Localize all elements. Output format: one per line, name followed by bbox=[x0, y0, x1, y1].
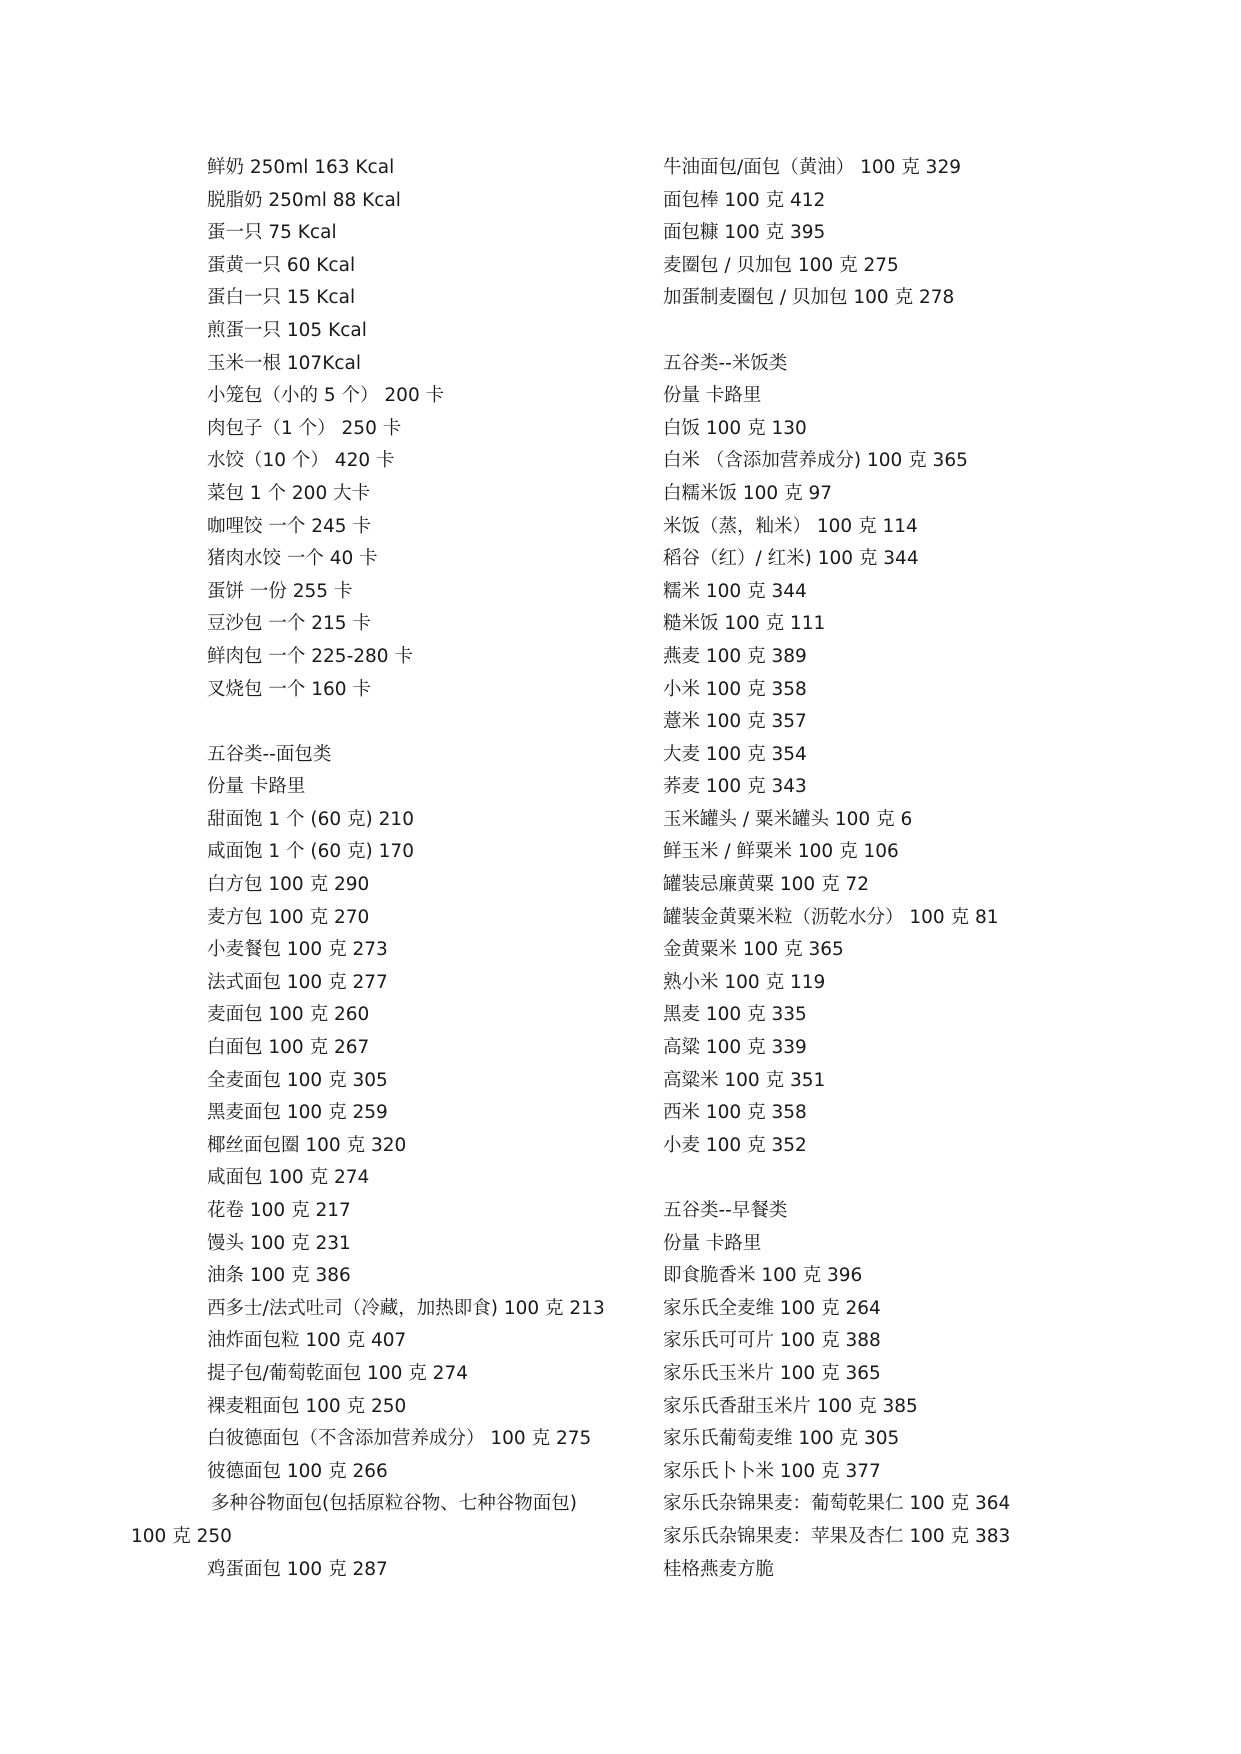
food-item-line: 米饭（蒸，籼米） 100 克 114 bbox=[663, 515, 918, 537]
right-column bbox=[663, 152, 1223, 1586]
food-item-line: 家乐氏全麦维 100 克 264 bbox=[663, 1297, 881, 1319]
section-heading: 五谷类--面包类 bbox=[207, 743, 332, 765]
food-item-line: 西米 100 克 358 bbox=[663, 1102, 807, 1124]
food-item-line: 家乐氏可可片 100 克 388 bbox=[663, 1330, 881, 1352]
food-item-line: 罐装金黄粟米粒（沥乾水分） 100 克 81 bbox=[663, 906, 999, 928]
food-item-line: 糙米饭 100 克 111 bbox=[663, 613, 826, 635]
food-item-line: 肉包子（1 个） 250 卡 bbox=[207, 417, 402, 439]
food-item-line: 小麦餐包 100 克 273 bbox=[207, 939, 388, 961]
food-item-line: 白糯米饭 100 克 97 bbox=[663, 482, 832, 504]
food-item-line: 咸面饱 1 个 (60 克) 170 bbox=[207, 841, 414, 863]
left-column bbox=[131, 152, 727, 1586]
food-item-line: 荞麦 100 克 343 bbox=[663, 776, 807, 798]
food-item-line: 猪肉水饺 一个 40 卡 bbox=[207, 548, 378, 570]
food-item-line: 裸麦粗面包 100 克 250 bbox=[207, 1395, 407, 1417]
food-item-line: 金黄粟米 100 克 365 bbox=[663, 939, 844, 961]
food-item-line: 罐装忌廉黄粟 100 克 72 bbox=[663, 874, 869, 896]
food-item-line: 水饺（10 个） 420 卡 bbox=[207, 450, 395, 472]
section-heading: 五谷类--早餐类 bbox=[663, 1200, 788, 1221]
food-item-line: 家乐氏杂锦果麦：苹果及杏仁 100 克 383 bbox=[663, 1525, 1011, 1547]
food-item-line: 馒头 100 克 231 bbox=[207, 1232, 351, 1254]
food-item-line: 桂格燕麦方脆 bbox=[663, 1558, 775, 1580]
food-item-line: 蛋黄一只 60 Kcal bbox=[207, 254, 356, 276]
food-item-line: 家乐氏杂锦果麦：葡萄乾果仁 100 克 364 bbox=[663, 1493, 1011, 1515]
food-item-line: 麦面包 100 克 260 bbox=[207, 1004, 370, 1026]
food-item-line: 鲜奶 250ml 163 Kcal bbox=[207, 157, 395, 178]
column-header: 份量 卡路里 bbox=[663, 1232, 762, 1254]
food-item-line: 薏米 100 克 357 bbox=[663, 711, 807, 733]
food-item-line: 小米 100 克 358 bbox=[663, 678, 807, 700]
food-item-line: 多种谷物面包(包括原粒谷物、七种谷物面包) bbox=[211, 1493, 577, 1515]
food-item-line: 白饭 100 克 130 bbox=[663, 417, 807, 439]
food-item-line: 白方包 100 克 290 bbox=[207, 874, 370, 896]
food-item-line: 豆沙包 一个 215 卡 bbox=[207, 613, 371, 635]
food-item-line: 牛油面包/面包（黄油） 100 克 329 bbox=[663, 157, 961, 178]
food-item-line: 面包糠 100 克 395 bbox=[663, 222, 826, 244]
food-item-line: 叉烧包 一个 160 卡 bbox=[207, 678, 371, 700]
column-header: 份量 卡路里 bbox=[663, 385, 762, 407]
food-item-line: 法式面包 100 克 277 bbox=[207, 971, 388, 993]
food-item-line: 蛋白一只 15 Kcal bbox=[207, 287, 356, 309]
food-item-line: 家乐氏香甜玉米片 100 克 385 bbox=[663, 1395, 918, 1417]
food-item-line: 面包棒 100 克 412 bbox=[663, 189, 826, 211]
food-item-line: 西多士/法式吐司（冷藏，加热即食) 100 克 213 bbox=[207, 1297, 605, 1319]
food-item-line: 脱脂奶 250ml 88 Kcal bbox=[207, 189, 401, 211]
food-item-line: 加蛋制麦圈包 / 贝加包 100 克 278 bbox=[663, 287, 955, 309]
food-item-line: 白米 （含添加营养成分) 100 克 365 bbox=[663, 450, 968, 472]
food-item-line: 家乐氏卜卜米 100 克 377 bbox=[663, 1460, 881, 1482]
food-item-line: 家乐氏玉米片 100 克 365 bbox=[663, 1362, 881, 1384]
food-item-line: 麦圈包 / 贝加包 100 克 275 bbox=[663, 254, 899, 276]
food-item-line: 玉米一根 107Kcal bbox=[207, 352, 361, 374]
blank-line bbox=[663, 315, 1223, 348]
food-item-line: 鸡蛋面包 100 克 287 bbox=[207, 1558, 388, 1580]
food-item-line: 鲜肉包 一个 225-280 卡 bbox=[207, 645, 413, 667]
food-item-line: 大麦 100 克 354 bbox=[663, 743, 807, 765]
food-item-line: 油炸面包粒 100 克 407 bbox=[207, 1330, 407, 1352]
blank-line bbox=[663, 1162, 1223, 1195]
food-item-line: 高粱米 100 克 351 bbox=[663, 1069, 826, 1091]
food-item-line: 稻谷（红）/ 红米) 100 克 344 bbox=[663, 548, 919, 570]
food-item-line: 甜面饱 1 个 (60 克) 210 bbox=[207, 808, 414, 830]
food-item-line: 麦方包 100 克 270 bbox=[207, 906, 370, 928]
food-item-line: 咖哩饺 一个 245 卡 bbox=[207, 515, 371, 537]
food-item-line: 鲜玉米 / 鲜粟米 100 克 106 bbox=[663, 841, 899, 863]
food-item-line: 小笼包（小的 5 个） 200 卡 bbox=[207, 385, 445, 407]
food-item-line: 玉米罐头 / 粟米罐头 100 克 6 bbox=[663, 808, 913, 830]
food-item-line: 全麦面包 100 克 305 bbox=[207, 1069, 388, 1091]
section-heading: 五谷类--米饭类 bbox=[663, 352, 788, 374]
food-item-line-continuation: 100 克 250 bbox=[131, 1525, 232, 1547]
food-item-line: 蛋一只 75 Kcal bbox=[207, 222, 337, 244]
food-item-line: 家乐氏葡萄麦维 100 克 305 bbox=[663, 1428, 900, 1450]
food-item-line: 咸面包 100 克 274 bbox=[207, 1167, 370, 1189]
food-item-line: 白面包 100 克 267 bbox=[207, 1037, 370, 1059]
food-item-line: 提子包/葡萄乾面包 100 克 274 bbox=[207, 1362, 468, 1384]
food-item-line: 即食脆香米 100 克 396 bbox=[663, 1265, 863, 1287]
food-item-line: 高粱 100 克 339 bbox=[663, 1037, 807, 1059]
food-item-line: 花卷 100 克 217 bbox=[207, 1200, 351, 1221]
food-item-line: 黑麦面包 100 克 259 bbox=[207, 1102, 388, 1124]
blank-line bbox=[207, 706, 727, 739]
food-item-line: 彼德面包 100 克 266 bbox=[207, 1460, 388, 1482]
food-item-line: 黑麦 100 克 335 bbox=[663, 1004, 807, 1026]
food-item-line: 糯米 100 克 344 bbox=[663, 580, 807, 602]
food-item-line: 小麦 100 克 352 bbox=[663, 1134, 807, 1156]
food-item-line: 油条 100 克 386 bbox=[207, 1265, 351, 1287]
food-item-line: 煎蛋一只 105 Kcal bbox=[207, 319, 367, 341]
food-item-line: 燕麦 100 克 389 bbox=[663, 645, 807, 667]
food-item-line: 熟小米 100 克 119 bbox=[663, 971, 826, 993]
food-item-line: 蛋饼 一份 255 卡 bbox=[207, 580, 353, 602]
food-item-line: 椰丝面包圈 100 克 320 bbox=[207, 1134, 407, 1156]
food-item-line: 白彼德面包（不含添加营养成分） 100 克 275 bbox=[207, 1428, 592, 1450]
column-header: 份量 卡路里 bbox=[207, 776, 306, 798]
food-item-line: 菜包 1 个 200 大卡 bbox=[207, 482, 371, 504]
